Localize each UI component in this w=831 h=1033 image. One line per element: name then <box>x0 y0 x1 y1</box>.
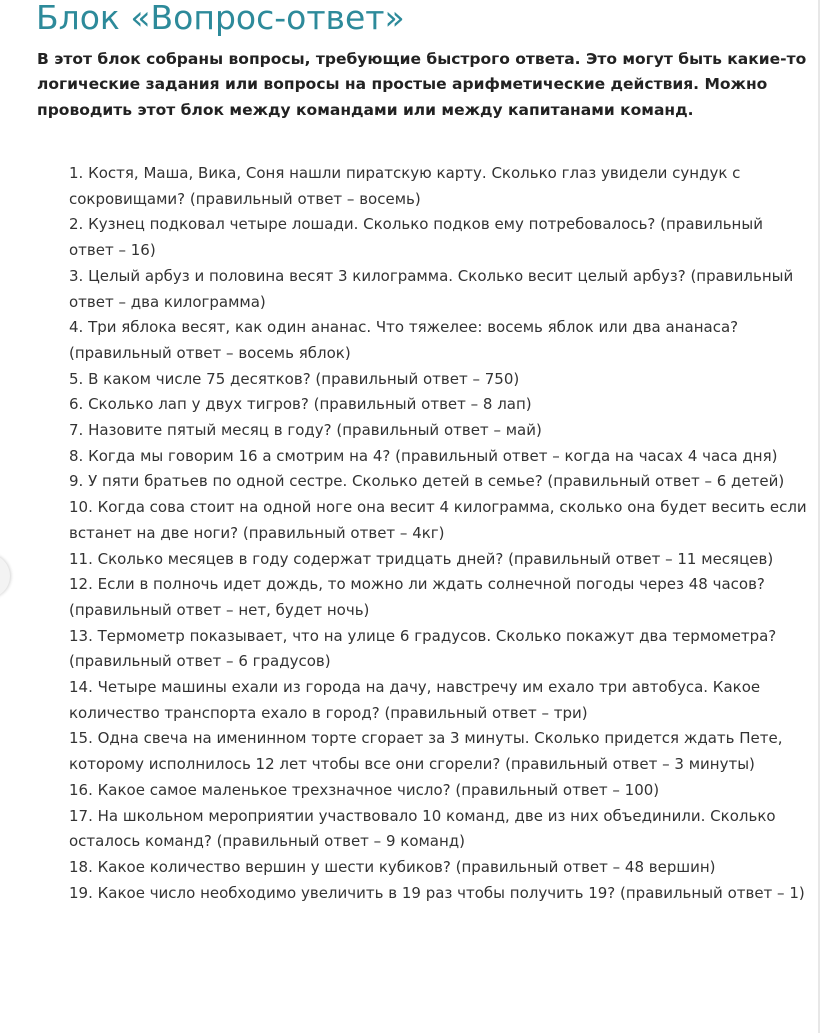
list-item: 1. Костя, Маша, Вика, Соня нашли пиратскую карту. Сколько глаз увидели сундук с сокровищами? (правильный ответ – восемь) <box>69 164 741 208</box>
list-item: 10. Когда сова стоит на одной ноге она весит 4 килограмма, сколько она будет весить если встанет на две ноги? (правильный ответ – 4кг) <box>69 498 807 542</box>
list-item: 7. Назовите пятый месяц в году? (правильный ответ – май) <box>69 421 542 440</box>
list-item: 14. Четыре машины ехали из города на дачу, навстречу им ехало три автобуса. Какое количество транспорта ехало в город? (правильный ответ – три) <box>69 678 761 722</box>
list-item: 2. Кузнец подковал четыре лошади. Сколько подков ему потребовалось? (правильный ответ – 16) <box>69 215 763 260</box>
page-title: Блок «Вопрос-ответ» <box>36 0 405 37</box>
list-item: 12. Если в полночь идет дождь, то можно ли ждать солнечной погоды через 48 часов? (правильный ответ – нет, будет ночь) <box>69 575 765 619</box>
list-item: 15. Одна свеча на именинном торте сгорает за 3 минуты. Сколько придется ждать Пете, которому исполнилось 12 лет чтобы все они сгорели? (правильный ответ – 3 минуты) <box>69 729 783 774</box>
list-item: 17. На школьном мероприятии участвовало 10 команд, две из них объединили. Сколько осталось команд? (правильный ответ – 9 команд) <box>69 806 776 851</box>
content-border <box>818 0 820 1033</box>
list-item: 4. Три яблока весят, как один ананас. Что тяжелее: восемь яблок или два ананаса? (правильный ответ – восемь яблок) <box>69 318 739 362</box>
list-item: 8. Когда мы говорим 16 а смотрим на 4? (правильный ответ – когда на часах 4 часа дня) <box>69 446 778 465</box>
question-list <box>69 161 807 906</box>
list-item: 9. У пяти братьев по одной сестре. Сколько детей в семье? (правильный ответ – 6 детей) <box>69 472 785 491</box>
list-item: 3. Целый арбуз и половина весят 3 килограмма. Сколько весит целый арбуз? (правильный ответ – два килограмма) <box>69 266 794 311</box>
list-item: 6. Сколько лап у двух тигров? (правильный ответ – 8 лап) <box>69 395 532 414</box>
list-item: 18. Какое количество вершин у шести кубиков? (правильный ответ – 48 вершин) <box>69 857 716 876</box>
side-tab-handle[interactable] <box>0 554 10 598</box>
list-item: 19. Какое число необходимо увеличить в 19 раз чтобы получить 19? (правильный ответ – 1) <box>69 883 805 902</box>
intro-paragraph: В этот блок собраны вопросы, требующие быстрого ответа. Это могут быть какие-то логические задания или вопросы на простые арифметические действия. Можно проводить этот блок между командами или между капитанами команд. <box>37 50 807 119</box>
list-item: 5. В каком числе 75 десятков? (правильный ответ – 750) <box>69 369 520 388</box>
list-item: 13. Термометр показывает, что на улице 6 градусов. Сколько покажут два термометра? (правильный ответ – 6 градусов) <box>69 626 777 671</box>
list-item: 16. Какое самое маленькое трехзначное число? (правильный ответ – 100) <box>69 780 660 799</box>
list-item: 11. Сколько месяцев в году содержат тридцать дней? (правильный ответ – 11 месяцев) <box>69 549 774 568</box>
